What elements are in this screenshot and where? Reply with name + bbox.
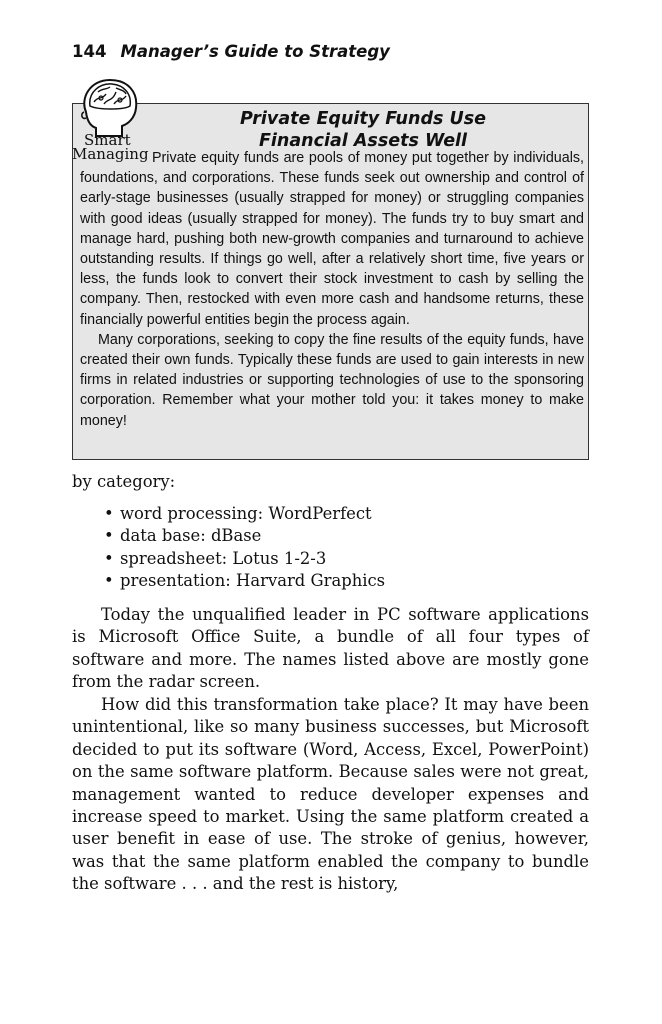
book-title: Manager’s Guide to Strategy: [120, 42, 390, 61]
bullet-icon: •: [104, 548, 114, 568]
sidebar-paragraph: Many corporations, seeking to copy the fine results of the equity funds, have created their own funds. Typically these funds are used to gain interests in new firms in related industries or supporting technologies of use to the sponsoring corporation. Remember what your mother told you: it takes money to make money!: [80, 331, 584, 429]
list-item-text: data base: dBase: [120, 526, 262, 546]
list-item: [104, 503, 385, 525]
bullet-icon: •: [104, 526, 114, 546]
bullet-icon: •: [104, 504, 114, 523]
list-item: [104, 525, 385, 547]
list-item-text: spreadsheet: Lotus 1-2-3: [120, 548, 327, 568]
lead-text: by category:: [72, 472, 176, 491]
badge-managing-label: Managing: [72, 145, 149, 163]
bullet-icon: •: [104, 571, 114, 591]
list-item-text: presentation: Harvard Graphics: [120, 571, 386, 591]
sidebar-box: [72, 103, 589, 460]
body-paragraph: Today the unqualified leader in PC software applications is Microsoft Office Suite, a bundle of all four types of software and more. The names listed above are mostly gone from the radar screen.: [72, 605, 589, 692]
sidebar-title: Private Equity Funds Use Financial Assets Well: [240, 109, 486, 151]
running-head: [72, 42, 390, 61]
badge-smart-label: Smart: [84, 131, 131, 149]
bullet-list: [104, 503, 385, 593]
body-paragraph: How did this transformation take place? It may have been unintentional, like so many business successes, but Microsoft decided to put its software (Word, Access, Excel, PowerPoint) on the same software platform. Because sales were not great, management wanted to reduce developer expenses and increase speed to market. Using the same platform created a user benefit in ease of use. The stroke of genius, however, was that the same platform enabled the company to bundle the software . . . and the rest is history,: [72, 695, 589, 894]
sidebar-paragraph: Private equity funds are pools of money put together by individuals, foundations, and corporations. These funds seek out ownership and control of early-stage businesses (usually strapped for money) or struggling companies with good ideas (usually strapped for money). The funds try to buy smart and manage hard, pushing both new-growth companies and turnaround to achieve outstanding results. If things go well, after a relatively short time, five years or less, the funds look to convert their stock investment to cash by selling the company. Then, restocked with even more cash and handsome returns, these financially powerful entities begin the process again.: [80, 150, 584, 328]
list-item: [104, 548, 385, 570]
list-item-text: word processing: WordPerfect: [120, 504, 372, 523]
page-number: 144: [72, 42, 107, 61]
list-item: [104, 570, 385, 592]
sidebar-text: [80, 148, 584, 431]
